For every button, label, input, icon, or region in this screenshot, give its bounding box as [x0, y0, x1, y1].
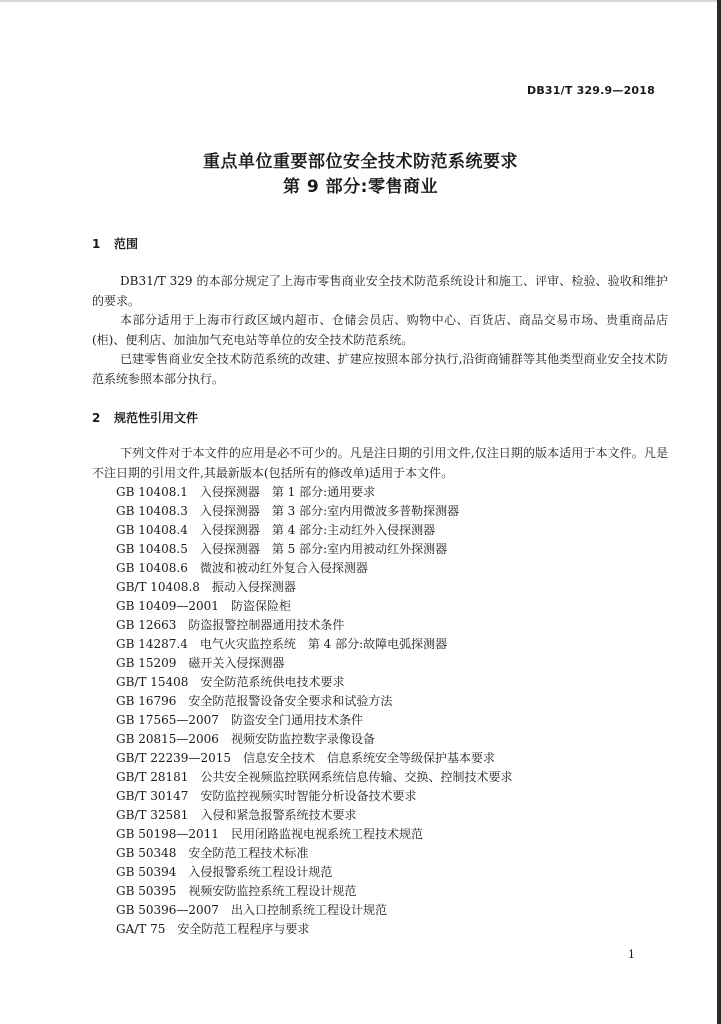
reference-code: GB 50198—2011 — [116, 827, 219, 841]
reference-code: GB 10409—2001 — [116, 599, 219, 613]
reference-item — [116, 730, 512, 749]
reference-code: GB/T 32581 — [116, 808, 189, 822]
reference-item — [116, 825, 512, 844]
reference-title: 信息安全技术 信息系统安全等级保护基本要求 — [242, 751, 495, 765]
reference-list — [116, 483, 512, 939]
reference-code: GB 14287.4 — [116, 637, 188, 651]
reference-code: GB 12663 — [116, 618, 177, 632]
section-1-paragraph-1: DB31/T 329 的本部分规定了上海市零售商业安全技术防范系统设计和施工、评审、检验、验收和维护的要求。 — [92, 274, 668, 308]
reference-title: 入侵探测器 第 5 部分:室内用被动红外探测器 — [199, 542, 448, 556]
reference-title: 入侵报警系统工程设计规范 — [188, 865, 333, 879]
reference-item — [116, 844, 512, 863]
reference-item — [116, 483, 512, 502]
reference-code: GB/T 30147 — [116, 789, 189, 803]
reference-code: GB 10408.1 — [116, 485, 188, 499]
reference-item — [116, 597, 512, 616]
reference-code: GB 10408.5 — [116, 542, 188, 556]
reference-title: 出入口控制系统工程设计规范 — [230, 903, 387, 917]
reference-code: GB 10408.6 — [116, 561, 188, 575]
reference-code: GB/T 10408.8 — [116, 580, 200, 594]
reference-title: 入侵探测器 第 4 部分:主动红外入侵探测器 — [199, 523, 436, 537]
section-2-heading — [92, 409, 198, 426]
reference-title: 入侵探测器 第 1 部分:通用要求 — [199, 485, 376, 499]
reference-item — [116, 749, 512, 768]
reference-code: GB 15209 — [116, 656, 177, 670]
reference-title: 安全防范工程程序与要求 — [177, 922, 310, 936]
reference-title: 微波和被动红外复合入侵探测器 — [199, 561, 368, 575]
reference-title: 磁开关入侵探测器 — [188, 656, 285, 670]
document-code: DB31/T 329.9—2018 — [527, 84, 655, 97]
reference-code: GB 20815—2006 — [116, 732, 219, 746]
section-1-title: 范围 — [114, 237, 139, 251]
reference-code: GB 16796 — [116, 694, 177, 708]
section-1-number: 1 — [92, 237, 101, 251]
reference-code: GB/T 15408 — [116, 675, 189, 689]
reference-item — [116, 578, 512, 597]
reference-item — [116, 863, 512, 882]
reference-item — [116, 882, 512, 901]
reference-title: 视频安防监控系统工程设计规范 — [188, 884, 357, 898]
reference-item — [116, 616, 512, 635]
section-2-intro: 下列文件对于本文件的应用是必不可少的。凡是注日期的引用文件,仅注日期的版本适用于本文件。凡是不注日期的引用文件,其最新版本(包括所有的修改单)适用于本文件。 — [92, 446, 668, 480]
reference-title: 民用闭路监视电视系统工程技术规范 — [230, 827, 423, 841]
reference-title: 防盗报警控制器通用技术条件 — [188, 618, 345, 632]
reference-code: GA/T 75 — [116, 922, 166, 936]
reference-code: GB/T 28181 — [116, 770, 189, 784]
reference-item — [116, 521, 512, 540]
reference-title: 视频安防监控数字录像设备 — [230, 732, 375, 746]
scan-edge-top — [0, 0, 721, 2]
reference-item — [116, 559, 512, 578]
reference-item — [116, 806, 512, 825]
reference-item — [116, 540, 512, 559]
reference-item — [116, 635, 512, 654]
reference-code: GB 10408.3 — [116, 504, 188, 518]
document-subtitle: 第 9 部分:零售商业 — [283, 177, 438, 197]
reference-item — [116, 692, 512, 711]
reference-title: 防盗安全门通用技术条件 — [230, 713, 363, 727]
reference-title: 公共安全视频监控联网系统信息传输、交换、控制技术要求 — [200, 770, 513, 784]
reference-title: 振动入侵探测器 — [211, 580, 296, 594]
reference-title: 入侵探测器 第 3 部分:室内用微波多普勒探测器 — [199, 504, 460, 518]
reference-code: GB 50348 — [116, 846, 177, 860]
reference-item — [116, 787, 512, 806]
reference-title: 防盗保险柜 — [230, 599, 291, 613]
reference-code: GB 50396—2007 — [116, 903, 219, 917]
reference-item — [116, 920, 512, 939]
reference-item — [116, 654, 512, 673]
reference-item — [116, 673, 512, 692]
reference-title: 安全防范报警设备安全要求和试验方法 — [188, 694, 393, 708]
reference-item — [116, 768, 512, 787]
reference-code: GB 50395 — [116, 884, 177, 898]
page-number: 1 — [628, 948, 635, 961]
reference-item — [116, 711, 512, 730]
reference-title: 入侵和紧急报警系统技术要求 — [200, 808, 357, 822]
section-1-paragraph-3: 已建零售商业安全技术防范系统的改建、扩建应按照本部分执行,沿街商铺群等其他类型商业安全技术防范系统参照本部分执行。 — [92, 352, 668, 386]
reference-item — [116, 502, 512, 521]
reference-code: GB/T 22239—2015 — [116, 751, 231, 765]
reference-title: 电气火灾监控系统 第 4 部分:故障电弧探测器 — [199, 637, 448, 651]
reference-title: 安全防范工程技术标准 — [188, 846, 309, 860]
reference-code: GB 17565—2007 — [116, 713, 219, 727]
section-1-paragraph-2: 本部分适用于上海市行政区域内超市、仓储会员店、购物中心、百货店、商品交易市场、贵重商品店(柜)、便利店、加油加气充电站等单位的安全技术防范系统。 — [92, 313, 668, 347]
reference-item — [116, 901, 512, 920]
reference-title: 安防监控视频实时智能分析设备技术要求 — [200, 789, 417, 803]
document-title: 重点单位重要部位安全技术防范系统要求 — [203, 152, 518, 172]
section-1-heading — [92, 235, 138, 252]
section-2-number: 2 — [92, 411, 101, 425]
reference-title: 安全防范系统供电技术要求 — [200, 675, 345, 689]
section-2-title: 规范性引用文件 — [114, 411, 199, 425]
reference-code: GB 10408.4 — [116, 523, 188, 537]
reference-code: GB 50394 — [116, 865, 177, 879]
